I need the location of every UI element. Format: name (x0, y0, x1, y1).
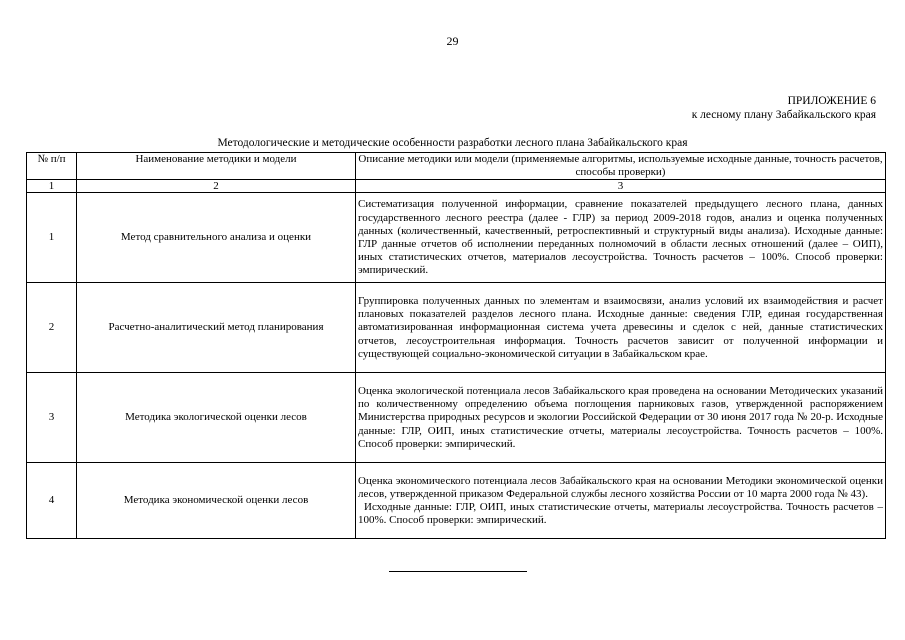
header-number: № п/п (27, 153, 77, 180)
header-name: Наименование методики и модели (77, 153, 356, 180)
column-number-3: 3 (356, 180, 886, 193)
row-number: 1 (27, 193, 77, 283)
method-description: Систематизация полученной информации, сравнение показателей предыдущего лесного плана, данных государственного лесного реестра (далее - ГЛР) за период 2009-2018 годов, анализ и оценка полученных данных (количественный, качественный, ретроспективный и структурный виды анализа). Исходные данные: ГЛР данные отчетов об исполнении переданных полномочий в области лесных отношений (далее – ОИП), иных статистических отчетов, материалов лесоустройства. Точность расчетов – 100%. Способ проверки: эмпирический. (356, 193, 886, 283)
method-description-part-2: Исходные данные: ГЛР, ОИП, иных статистические отчеты, материалы лесоустройства. Точность расчетов – 100%. Способ проверки: эмпирический. (358, 500, 883, 527)
header-description: Описание методики или модели (применяемые алгоритмы, используемые исходные данные, точность расчетов, способы проверки) (356, 153, 886, 180)
appendix-label (692, 94, 876, 122)
method-name: Расчетно-аналитический метод планирования (77, 283, 356, 373)
table-title: Методологические и методические особенности разработки лесного плана Забайкальского края (217, 137, 688, 149)
appendix-line-2: к лесному плану Забайкальского края (691, 109, 876, 121)
appendix-line-1: ПРИЛОЖЕНИЕ 6 (787, 95, 876, 107)
row-number: 2 (27, 283, 77, 373)
method-description: Оценка экологической потенциала лесов Забайкальского края проведена на основании Методических указаний по количественному определению объема поглощения парниковых газов, утвержденной распоряжением Министерства природных ресурсов и экологии Российской Федерации от 30 июня 2017 года № 20-р. Исходные данные: ГЛР, ОИП, иных статистические отчеты, материалы лесоустройства. Точность расчетов – 100%. Способ проверки: эмпирический. (356, 373, 886, 463)
footer-divider (389, 571, 527, 572)
method-name: Методика экологической оценки лесов (77, 373, 356, 463)
row-number: 3 (27, 373, 77, 463)
method-name: Метод сравнительного анализа и оценки (77, 193, 356, 283)
row-number: 4 (27, 463, 77, 539)
methods-table (26, 152, 886, 539)
method-description-part-1: Оценка экономического потенциала лесов Забайкальского края на основании Методики экономической оценки лесов, утвержденной приказом Федеральной службы лесного хозяйства России от 10 марта 2000 года № 43). (358, 474, 883, 500)
table-header-row (27, 153, 886, 180)
method-description: Группировка полученных данных по элементам и взаимосвязи, анализ условий их взаимодействия и расчет плановых показателей разделов лесного плана. Исходные данные: сведения ГЛР, единая государственная автоматизированная информационная система учета древесины и сделок с ней, данные статистических отчетов, лесоустроительная информация. Точность расчетов зависит от полученной информации и существующей социально-экономической ситуации в Забайкальском крае. (356, 283, 886, 373)
table-row (27, 373, 886, 463)
column-number-1: 1 (27, 180, 77, 193)
table-row (27, 283, 886, 373)
page-number: 29 (446, 34, 459, 48)
method-name: Методика экономической оценки лесов (77, 463, 356, 539)
table-row (27, 193, 886, 283)
table-row (27, 463, 886, 539)
method-description (356, 463, 886, 539)
column-number-row (27, 180, 886, 193)
column-number-2: 2 (77, 180, 356, 193)
